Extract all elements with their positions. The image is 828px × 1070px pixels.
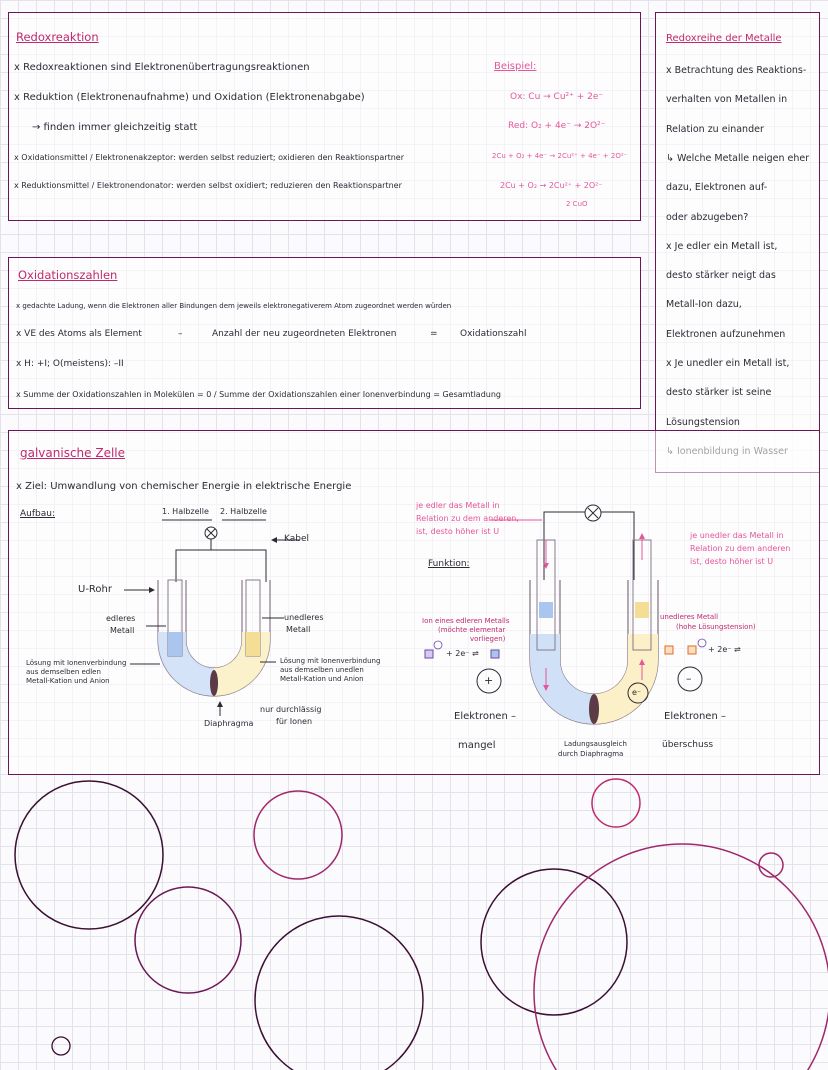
- deco-circle: [592, 779, 640, 827]
- series-title: Redoxreihe der Metalle: [666, 33, 782, 44]
- redox-line-2: x Reduktion (Elektronenaufnahme) und Oxidation (Elektronenabgabe): [14, 92, 365, 103]
- surplus-label-1: Elektronen –: [664, 711, 726, 722]
- left-note-2: Relation zu dem anderen,: [416, 514, 519, 523]
- example-title: Beispiel:: [494, 61, 537, 72]
- series-line: x Je unedler ein Metall ist,: [666, 358, 790, 369]
- example-product: 2 CuO: [566, 200, 588, 208]
- series-line: ↳ Welche Metalle neigen eher: [666, 152, 810, 164]
- oxnum-line-4: x Summe der Oxidationszahlen in Molekülen = 0 / Summe der Oxidationszahlen einer Ionenverbindung = Gesamtladung: [16, 390, 501, 399]
- balance-label-2: durch Diaphragma: [558, 750, 624, 758]
- series-line: Elektronen aufzunehmen: [666, 328, 786, 340]
- oxnum-line-2a: x VE des Atoms als Element: [16, 329, 142, 339]
- permeable-note-2: für Ionen: [276, 717, 313, 726]
- oxnum-line-2b: –: [178, 329, 183, 339]
- cell-build-label: Aufbau:: [20, 509, 55, 519]
- function-label: Funktion:: [428, 559, 470, 569]
- oxnum-line-2e: Oxidationszahl: [460, 329, 527, 339]
- solution-right-1: Lösung mit Ionenverbindung: [280, 657, 381, 665]
- oxnum-title: Oxidationszahlen: [18, 268, 118, 282]
- redox-line-4: x Oxidationsmittel / Elektronenakzeptor: werden selbst reduziert; oxidieren den Reaktionspartner: [14, 153, 404, 162]
- example-red: Red: O₂ + 4e⁻ → 2O²⁻: [508, 121, 606, 131]
- ion-noble-2: (möchte elementar: [438, 626, 506, 634]
- permeable-note-1: nur durchlässig: [260, 705, 322, 714]
- series-line: Relation zu einander: [666, 123, 764, 135]
- noble-metal-label-2: Metall: [110, 626, 135, 635]
- example-sum-2: 2Cu + O₂ → 2Cu²⁺ + 2O²⁻: [500, 181, 603, 190]
- right-note-3: ist, desto höher ist U: [690, 557, 774, 566]
- deco-circle: [255, 916, 423, 1070]
- redox-line-3: → finden immer gleichzeitig statt: [32, 122, 198, 133]
- series-line: dazu, Elektronen auf-: [666, 182, 768, 194]
- series-line: Metall-Ion dazu,: [666, 299, 742, 311]
- left-note-3: ist, desto höher ist U: [416, 527, 500, 536]
- deficit-label-2: mangel: [458, 740, 496, 751]
- deficit-label-1: Elektronen –: [454, 711, 516, 722]
- plus-sign: +: [484, 674, 494, 687]
- oxnum-line-3: x H: +I; O(meistens): –II: [16, 359, 124, 369]
- cell-title: galvanische Zelle: [20, 446, 126, 460]
- ignoble-metal-label-2: Metall: [286, 625, 311, 634]
- deco-circle: [481, 869, 627, 1015]
- series-line: x Betrachtung des Reaktions-: [666, 65, 807, 76]
- ion-noble-eq: + 2e⁻ ⇌: [446, 649, 479, 658]
- cell-goal: x Ziel: Umwandlung von chemischer Energie in elektrische Energie: [16, 481, 352, 492]
- series-line: x Je edler ein Metall ist,: [666, 240, 778, 252]
- ion-ignoble-2: (hohe Lösungstension): [676, 623, 756, 631]
- ignoble-metal-label-1: unedleres: [284, 613, 324, 622]
- solution-left-1: Lösung mit Ionenverbindung: [26, 659, 127, 667]
- half-cell-2-label: 2. Halbzelle: [220, 507, 267, 516]
- solution-right-2: aus demselben unedlen: [280, 666, 364, 674]
- series-line: desto stärker neigt das: [666, 270, 776, 282]
- noble-metal-label-1: edleres: [106, 614, 136, 623]
- right-note-1: je unedler das Metall in: [690, 531, 784, 540]
- oxnum-line-2d: =: [430, 329, 438, 339]
- deco-circle: [135, 887, 241, 993]
- oxnum-line-2c: Anzahl der neu zugeordneten Elektronen: [212, 329, 397, 339]
- diaphragm-label: Diaphragma: [204, 719, 254, 728]
- deco-circle: [254, 791, 342, 879]
- redox-title: Redoxreaktion: [16, 30, 99, 44]
- ion-ignoble-eq: + 2e⁻ ⇌: [708, 645, 741, 654]
- right-note-2: Relation zu dem anderen: [690, 544, 791, 553]
- deco-circle: [15, 781, 163, 929]
- redox-line-5: x Reduktionsmittel / Elektronendonator: werden selbst oxidiert; reduzieren den Reaktionspartner: [14, 181, 402, 190]
- redox-line-1: x Redoxreaktionen sind Elektronenübertragungsreaktionen: [14, 62, 310, 73]
- example-sum: 2Cu + O₂ + 4e⁻ → 2Cu²⁺ + 4e⁻ + 2O²⁻: [492, 152, 628, 160]
- left-note-1: je edler das Metall in: [416, 501, 500, 510]
- solution-left-2: aus demselben edlen: [26, 668, 101, 676]
- half-cell-1-label: 1. Halbzelle: [162, 507, 209, 516]
- ion-ignoble-1: unedleres Metall: [660, 613, 719, 621]
- electron-label: e⁻: [632, 688, 642, 697]
- deco-circle: [52, 1037, 70, 1055]
- ion-noble-1: Ion eines edleren Metalls: [422, 617, 510, 625]
- solution-left-3: Metall-Kation und Anion: [26, 677, 110, 685]
- surplus-label-2: überschuss: [662, 740, 714, 750]
- example-ox: Ox: Cu → Cu²⁺ + 2e⁻: [510, 92, 604, 102]
- series-line: desto stärker ist seine: [666, 387, 772, 399]
- balance-label-1: Ladungsausgleich: [564, 740, 627, 748]
- series-line: verhalten von Metallen in: [666, 94, 788, 106]
- ion-noble-3: vorliegen): [470, 635, 506, 643]
- solution-right-3: Metall-Kation und Anion: [280, 675, 364, 683]
- oxnum-line-1: x gedachte Ladung, wenn die Elektronen aller Bindungen dem jeweils elektronegativerem Atom zugeordnet werden würden: [16, 302, 452, 310]
- u-tube-label: U-Rohr: [78, 584, 112, 595]
- cable-label: Kabel: [284, 534, 310, 544]
- series-line: oder abzugeben?: [666, 211, 749, 223]
- series-line: Lösungstension: [666, 416, 740, 428]
- deco-circle: [534, 844, 828, 1070]
- minus-sign: –: [686, 672, 692, 685]
